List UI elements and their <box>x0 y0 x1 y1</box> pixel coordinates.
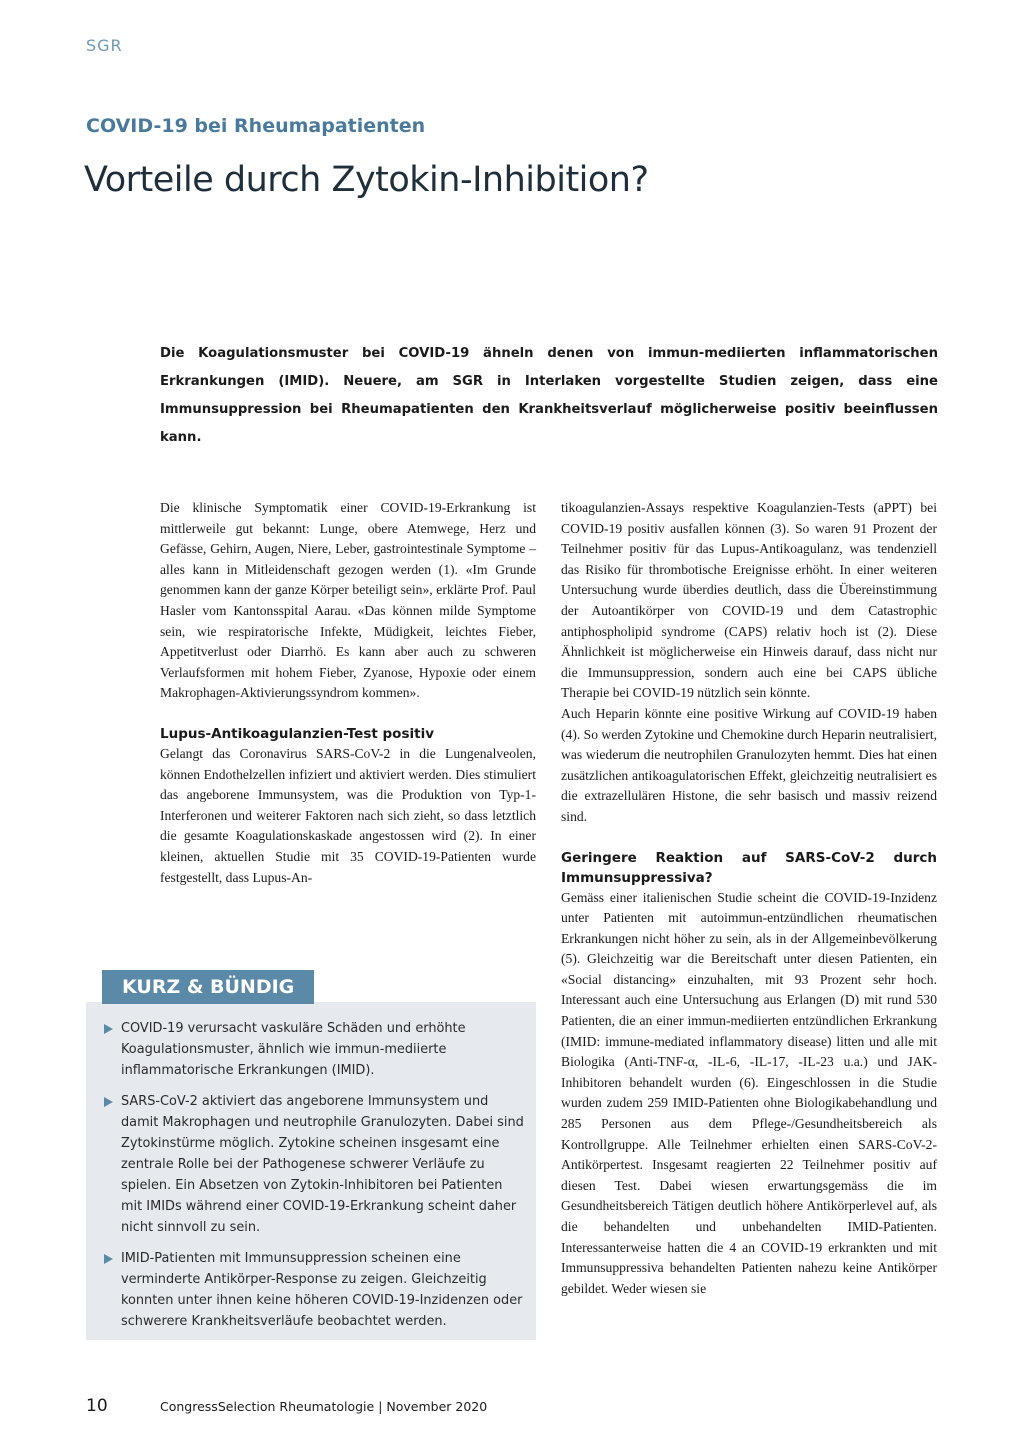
triangle-bullet-icon <box>104 1097 113 1107</box>
publication-footer: CongressSelection Rheumatologie | November 2020 <box>160 1399 488 1414</box>
text-column-left <box>160 498 536 888</box>
triangle-bullet-icon <box>104 1024 113 1034</box>
section-label: SGR <box>86 36 123 55</box>
summary-item <box>104 1091 524 1238</box>
body-paragraph: tikoagulanzien-Assays respektive Koagulanzien-Tests (aPPT) bei COVID-19 positiv ausfallen können (3). So waren 91 Prozent der Teilnehmer positiv für das Lupus-Antikoagulanz, was tendenziell das Risiko für thrombotische Ereignisse erhöht. In einer weiteren Untersuchung wurde überdies deutlich, dass die Übereinstimmung der Autoantikörper von COVID-19 und dem Catastrophic antiphospholipid syndrome (CAPS) relativ hoch ist (2). Diese Ähnlichkeit ist möglicherweise ein Hinweis darauf, dass nicht nur die Immunsuppression, sondern auch eine bei CAPS übliche Therapie bei COVID-19 nützlich sein könnte. <box>561 500 937 701</box>
subheading: Geringere Reaktion auf SARS-CoV-2 durch Immunsuppressiva? <box>561 849 937 886</box>
summary-item-text: COVID-19 verursacht vaskuläre Schäden und erhöhte Koagulationsmuster, ähnlich wie immun-mediierte inflammatorische Erkrankungen (IMID). <box>121 1021 466 1078</box>
article-headline: Vorteile durch Zytokin-Inhibition? <box>84 160 649 200</box>
subheading: Lupus-Antikoagulanzien-Test positiv <box>160 725 435 742</box>
article-lead: Die Koagulationsmuster bei COVID-19 ähneln denen von immun-mediierten inflammatorischen Erkrankungen (IMID). Neuere, am SGR in Interlaken vorgestellte Studien zeigen, dass eine Immunsuppression bei Rheumapatienten den Krankheitsverlauf möglicherweise positiv beeinflussen kann. <box>160 346 938 445</box>
article-kicker: COVID-19 bei Rheumapatienten <box>86 115 426 137</box>
summary-list <box>104 1018 524 1342</box>
summary-box-title: KURZ & BÜNDIG <box>102 970 314 1004</box>
summary-item-text: SARS-CoV-2 aktiviert das angeborene Immunsystem und damit Makrophagen und neutrophile Granulozyten. Dabei sind Zytokinstürme möglich. Zytokine scheinen insgesamt eine zentrale Rolle bei der Pathogenese schwerer Verläufe zu spielen. Ein Absetzen von Zytokin-Inhibitoren bei Patienten mit IMIDs während einer COVID-19-Erkrankung scheint daher nicht sinnvoll zu sein. <box>121 1094 524 1235</box>
triangle-bullet-icon <box>104 1254 113 1264</box>
summary-item-text: IMID-Patienten mit Immunsuppression scheinen eine verminderte Antikörper-Response zu zeigen. Gleichzeitig konnten unter ihnen keine höheren COVID-19-Inzidenzen oder schwerere Krankheitsverläufe beobachtet werden. <box>121 1251 523 1329</box>
summary-item <box>104 1248 524 1332</box>
body-paragraph: Die klinische Symptomatik einer COVID-19-Erkrankung ist mittlerweile gut bekannt: Lunge, obere Atemwege, Herz und Gefässe, Gehirn, Augen, Niere, Leber, gastrointestinale Symptome – alles kann in Mitleidenschaft gezogen werden (1). «Im Grunde genommen kann der ganze Körper beteiligt sein», erklärte Prof. Paul Hasler vom Kantonsspital Aarau. «Das können milde Symptome sein, wie respiratorische Infekte, Müdigkeit, leichtes Fieber, Appetitverlust oder Diarrhö. Es kann aber auch zu schweren Verlaufsformen mit hohem Fieber, Zyanose, Hypoxie oder einem Makrophagen-Aktivierungssyndrom kommen». <box>160 500 536 701</box>
body-paragraph: Gelangt das Coronavirus SARS-CoV-2 in die Lungenalveolen, können Endothelzellen infiziert und aktiviert werden. Dies stimuliert das angeborene Immunsystem, was die Produktion von Typ-1-Interferonen und weiterer Faktoren nach sich zieht, so dass letztlich die gesamte Koagulationskaskade angestossen wird (2). In einer kleinen, aktuellen Studie mit 35 COVID-19-Patienten wurde festgestellt, dass Lupus-An- <box>160 745 536 885</box>
body-paragraph: Auch Heparin könnte eine positive Wirkung auf COVID-19 haben (4). So werden Zytokine und Chemokine durch Heparin neutralisiert, was wiederum die neutrophilen Granulozyten hemmt. Dies hat einen zusätzlichen antikoagulatorischen Effekt, gleichzeitig neutralisiert es die extrazellulären Histone, die sehr basisch und massiv reizend sind. <box>561 705 937 824</box>
summary-item <box>104 1018 524 1081</box>
body-paragraph: Gemäss einer italienischen Studie scheint die COVID-19-Inzidenz unter Patienten mit autoimmun-entzündlichen rheumatischen Erkrankungen nicht höher zu sein, als in der Allgemeinbevölkerung (5). Gleichzeitig war die Bereitschaft unter diesen Patienten, ein «Social distancing» einzuhalten, mit 93 Prozent sehr hoch. Interessant auch eine Untersuchung aus Erlangen (D) mit rund 530 Patienten, die an einer immun-mediierten entzündlichen Erkrankung (IMID: immune-mediated inflammatory disease) litten und alle mit Biologika (Anti-TNF-α, -IL-6, -IL-17, -IL-23 u.a.) und JAK-Inhibitoren behandelt wurden (6). Eingeschlossen in die Studie wurden zudem 259 IMID-Patienten ohne Biologikabehandlung und 285 Personen aus dem Pflege-/Gesundheitsbereich als Kontrollgruppe. Alle Teilnehmer erhielten einen SARS-CoV-2-Antikörpertest. Insgesamt reagierten 22 Teilnehmer positiv auf diesen Test. Dabei wiesen erwartungsgemäss die im Gesundheitsbereich Tätigen deutlich höhere Antikörperlevel auf, als die behandelten und unbehandelten IMID-Patienten. Interessanterweise hatten die 4 an COVID-19 erkrankten und mit Immunsuppressiva behandelten Patienten nahezu keine Antikörper gebildet. Weder wiesen sie <box>561 889 937 1296</box>
text-column-right <box>561 498 937 1299</box>
page-number: 10 <box>86 1396 108 1416</box>
